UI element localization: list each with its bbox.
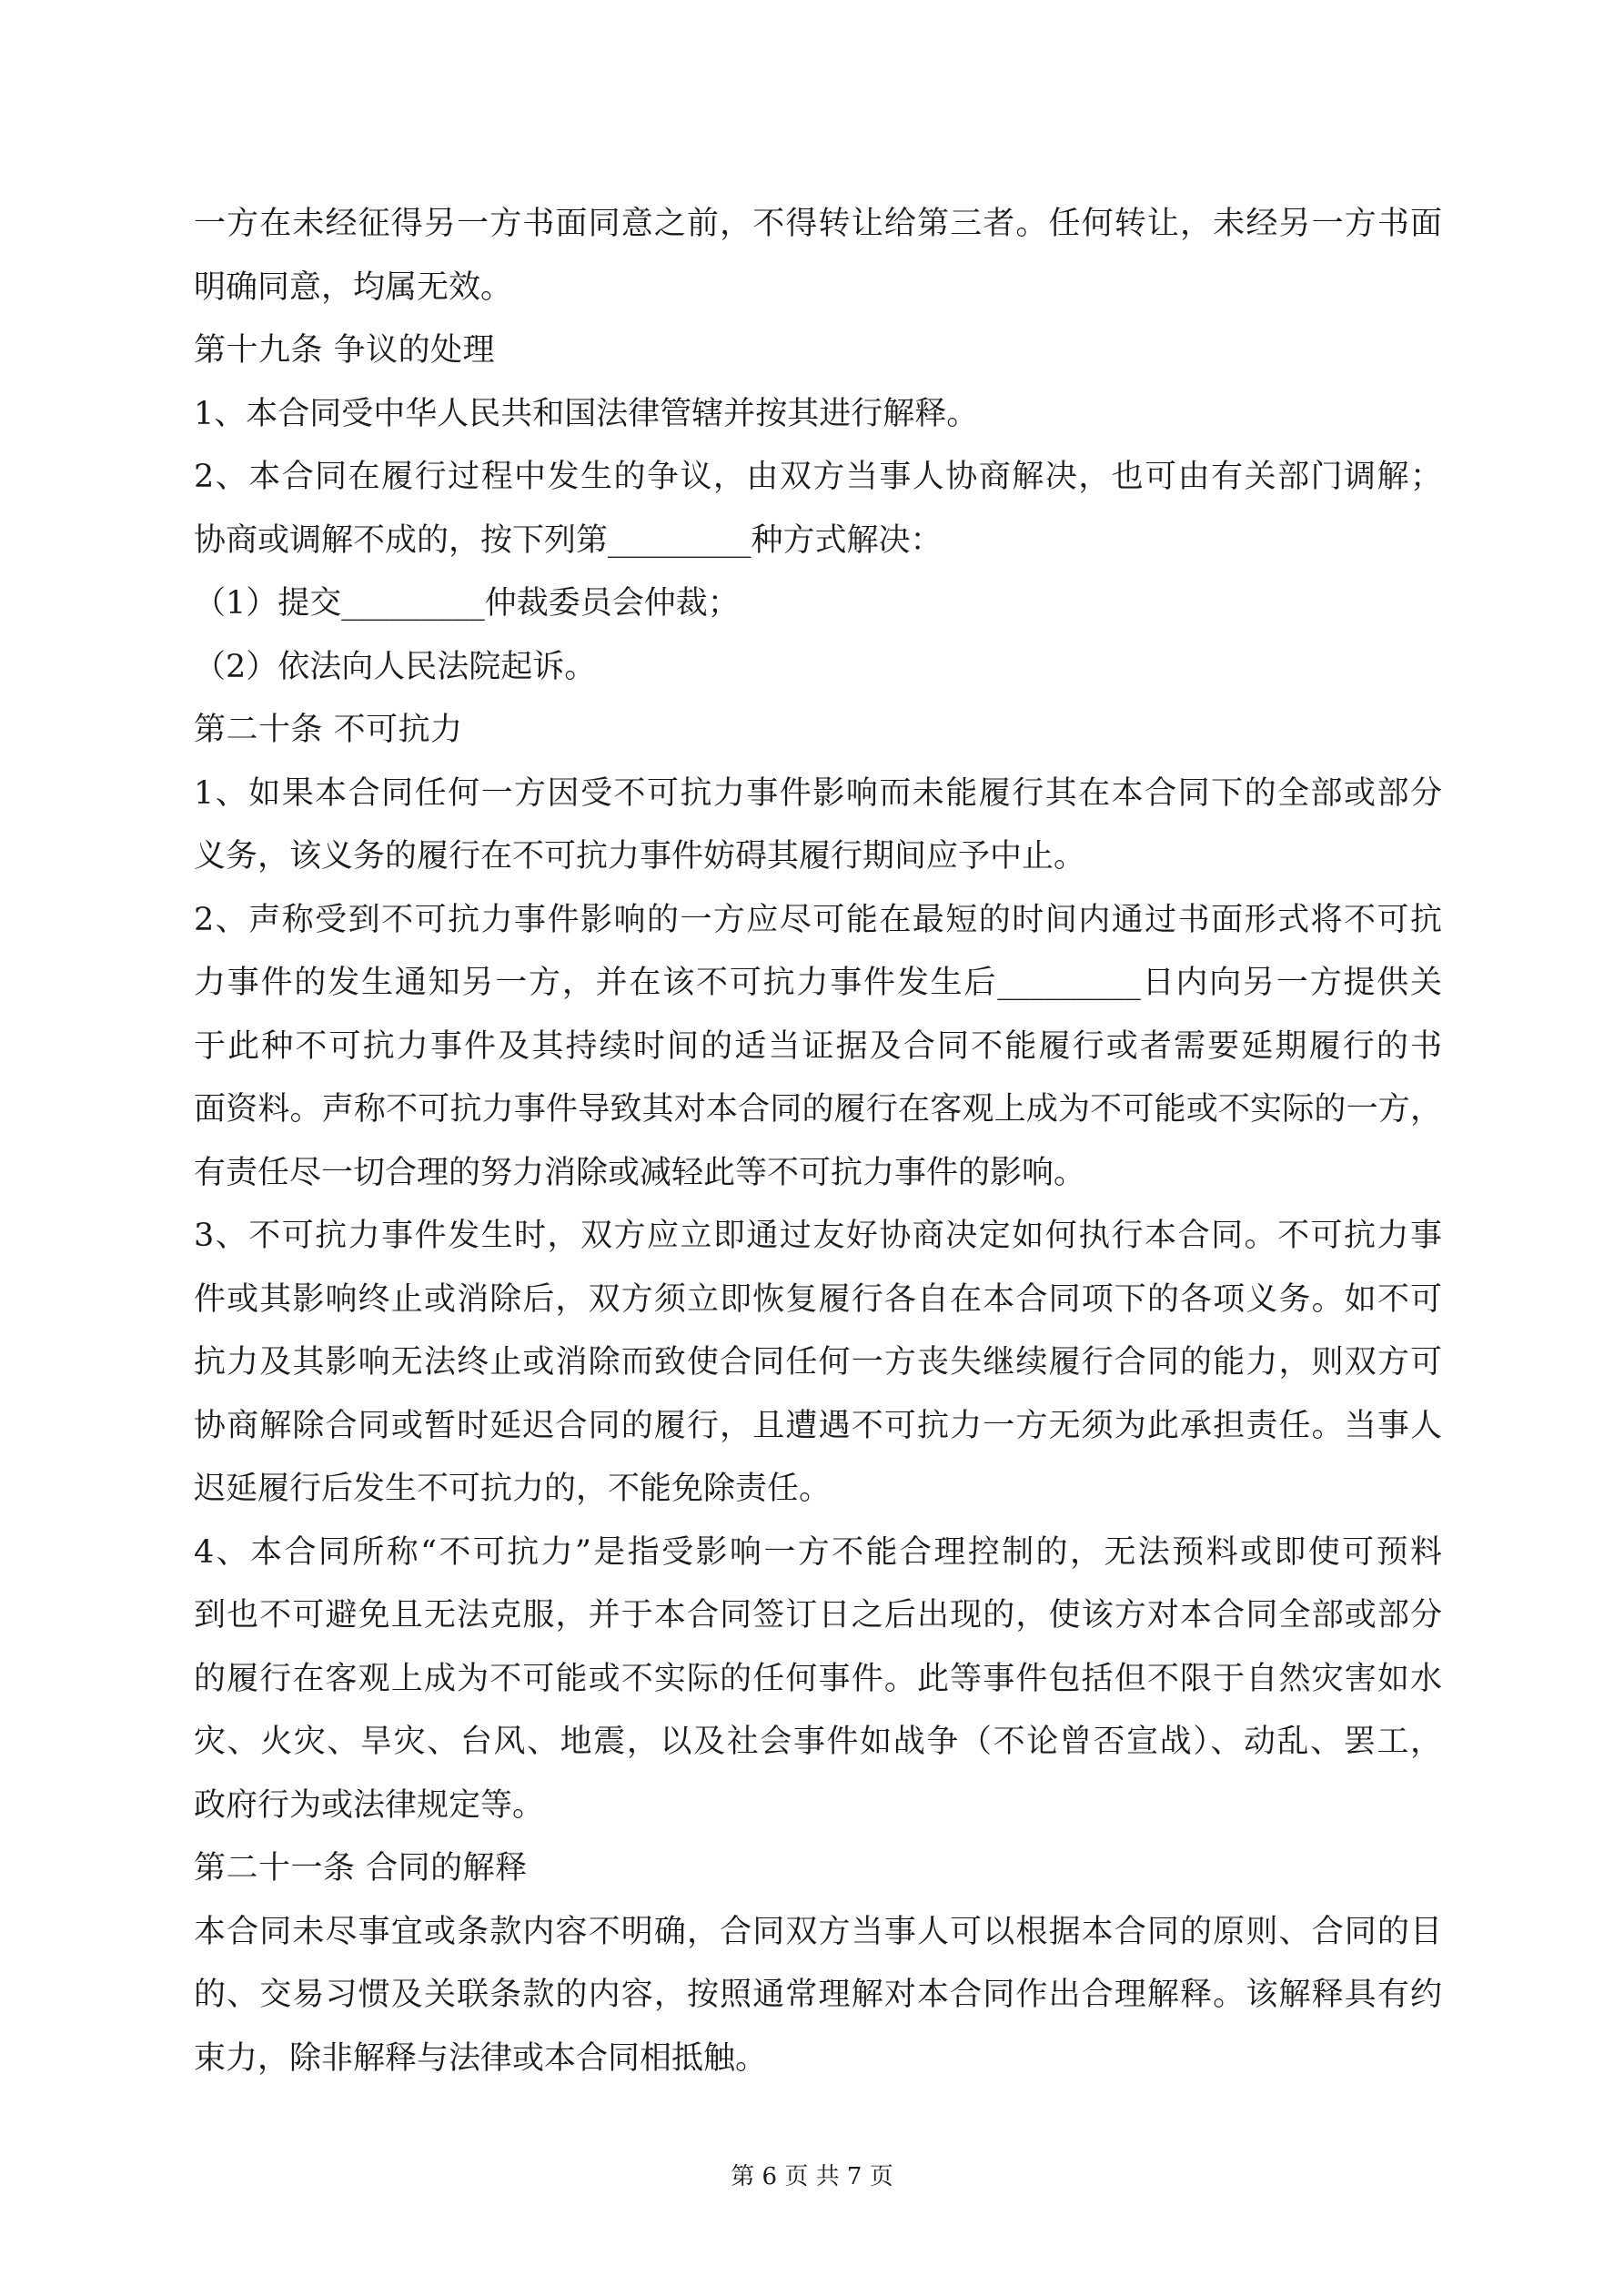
text-line: 有责任尽一切合理的努力消除或减轻此等不可抗力事件的影响。 bbox=[194, 1154, 1086, 1191]
text-line: 到也不可避免且无法克服，并于本合同签订日之后出现的，使该方对本合同全部或部分 bbox=[194, 1597, 1442, 1633]
text-line: 的、交易习惯及关联条款的内容，按照通常理解对本合同作出合理解释。该解释具有约 bbox=[194, 1977, 1442, 2013]
text-line: （2）依法向人民法院起诉。 bbox=[194, 648, 597, 685]
text-line: 抗力及其影响无法终止或消除而致使合同任何一方丧失继续履行合同的能力，则双方可 bbox=[194, 1344, 1442, 1381]
text-line: 4、本合同所称“不可抗力”是指受影响一方不能合理控制的，无法预料或即使可预料 bbox=[194, 1533, 1442, 1571]
text-line: 灾、火灾、旱灾、台风、地震，以及社会事件如战争（不论曾否宣战）、动乱、罢工， bbox=[194, 1724, 1442, 1760]
text-line: 一方在未经征得另一方书面同意之前，不得转让给第三者。任何转让，未经另一方书面 bbox=[194, 206, 1442, 242]
text-line: 面资料。声称不可抗力事件导致其对本合同的履行在客观上成为不可能或不实际的一方， bbox=[194, 1091, 1442, 1128]
page-number-footer: 第 6 页 共 7 页 bbox=[731, 2163, 893, 2190]
text-line: 迟延履行后发生不可抗力的，不能免除责任。 bbox=[194, 1471, 832, 1507]
text-line: 协商或调解不成的，按下列第_________种方式解决： bbox=[194, 521, 943, 559]
text-line: 义务，该义务的履行在不可抗力事件妨碍其履行期间应予中止。 bbox=[194, 838, 1086, 875]
text-line: 2、本合同在履行过程中发生的争议，由双方当事人协商解决，也可由有关部门调解； bbox=[194, 459, 1442, 495]
text-line: 本合同未尽事宜或条款内容不明确，合同双方当事人可以根据本合同的原则、合同的目 bbox=[194, 1913, 1442, 1950]
text-line: 1、如果本合同任何一方因受不可抗力事件影响而未能履行其在本合同下的全部或部分 bbox=[194, 774, 1442, 812]
text-line: （1）提交_________仲裁委员会仲裁； bbox=[194, 585, 740, 622]
section-heading: 第二十一条 合同的解释 bbox=[194, 1850, 528, 1886]
text-line: 明确同意，均属无效。 bbox=[194, 268, 513, 306]
text-line: 3、不可抗力事件发生时，双方应立即通过友好协商决定如何执行本合同。不可抗力事 bbox=[194, 1218, 1442, 1254]
text-line: 政府行为或法律规定等。 bbox=[194, 1786, 545, 1824]
text-line: 的履行在客观上成为不可能或不实际的任何事件。此等事件包括但不限于自然灾害如水 bbox=[194, 1660, 1442, 1697]
section-heading: 第十九条 争议的处理 bbox=[194, 332, 496, 369]
text-line: 2、声称受到不可抗力事件影响的一方应尽可能在最短的时间内通过书面形式将不可抗 bbox=[194, 901, 1442, 938]
text-line: 1、本合同受中华人民共和国法律管辖并按其进行解释。 bbox=[194, 395, 979, 432]
text-line: 于此种不可抗力事件及其持续时间的适当证据及合同不能履行或者需要延期履行的书 bbox=[194, 1027, 1442, 1065]
text-line: 协商解除合同或暂时延迟合同的履行，且遭遇不可抗力一方无须为此承担责任。当事人 bbox=[194, 1407, 1442, 1444]
text-line: 件或其影响终止或消除后，双方须立即恢复履行各自在本合同项下的各项义务。如不可 bbox=[194, 1280, 1442, 1318]
section-heading: 第二十条 不可抗力 bbox=[194, 712, 463, 748]
text-line: 力事件的发生通知另一方，并在该不可抗力事件发生后_________日内向另一方提供关 bbox=[194, 965, 1442, 1001]
document-body bbox=[194, 193, 1442, 2090]
text-line: 束力，除非解释与法律或本合同相抵触。 bbox=[194, 2039, 768, 2077]
